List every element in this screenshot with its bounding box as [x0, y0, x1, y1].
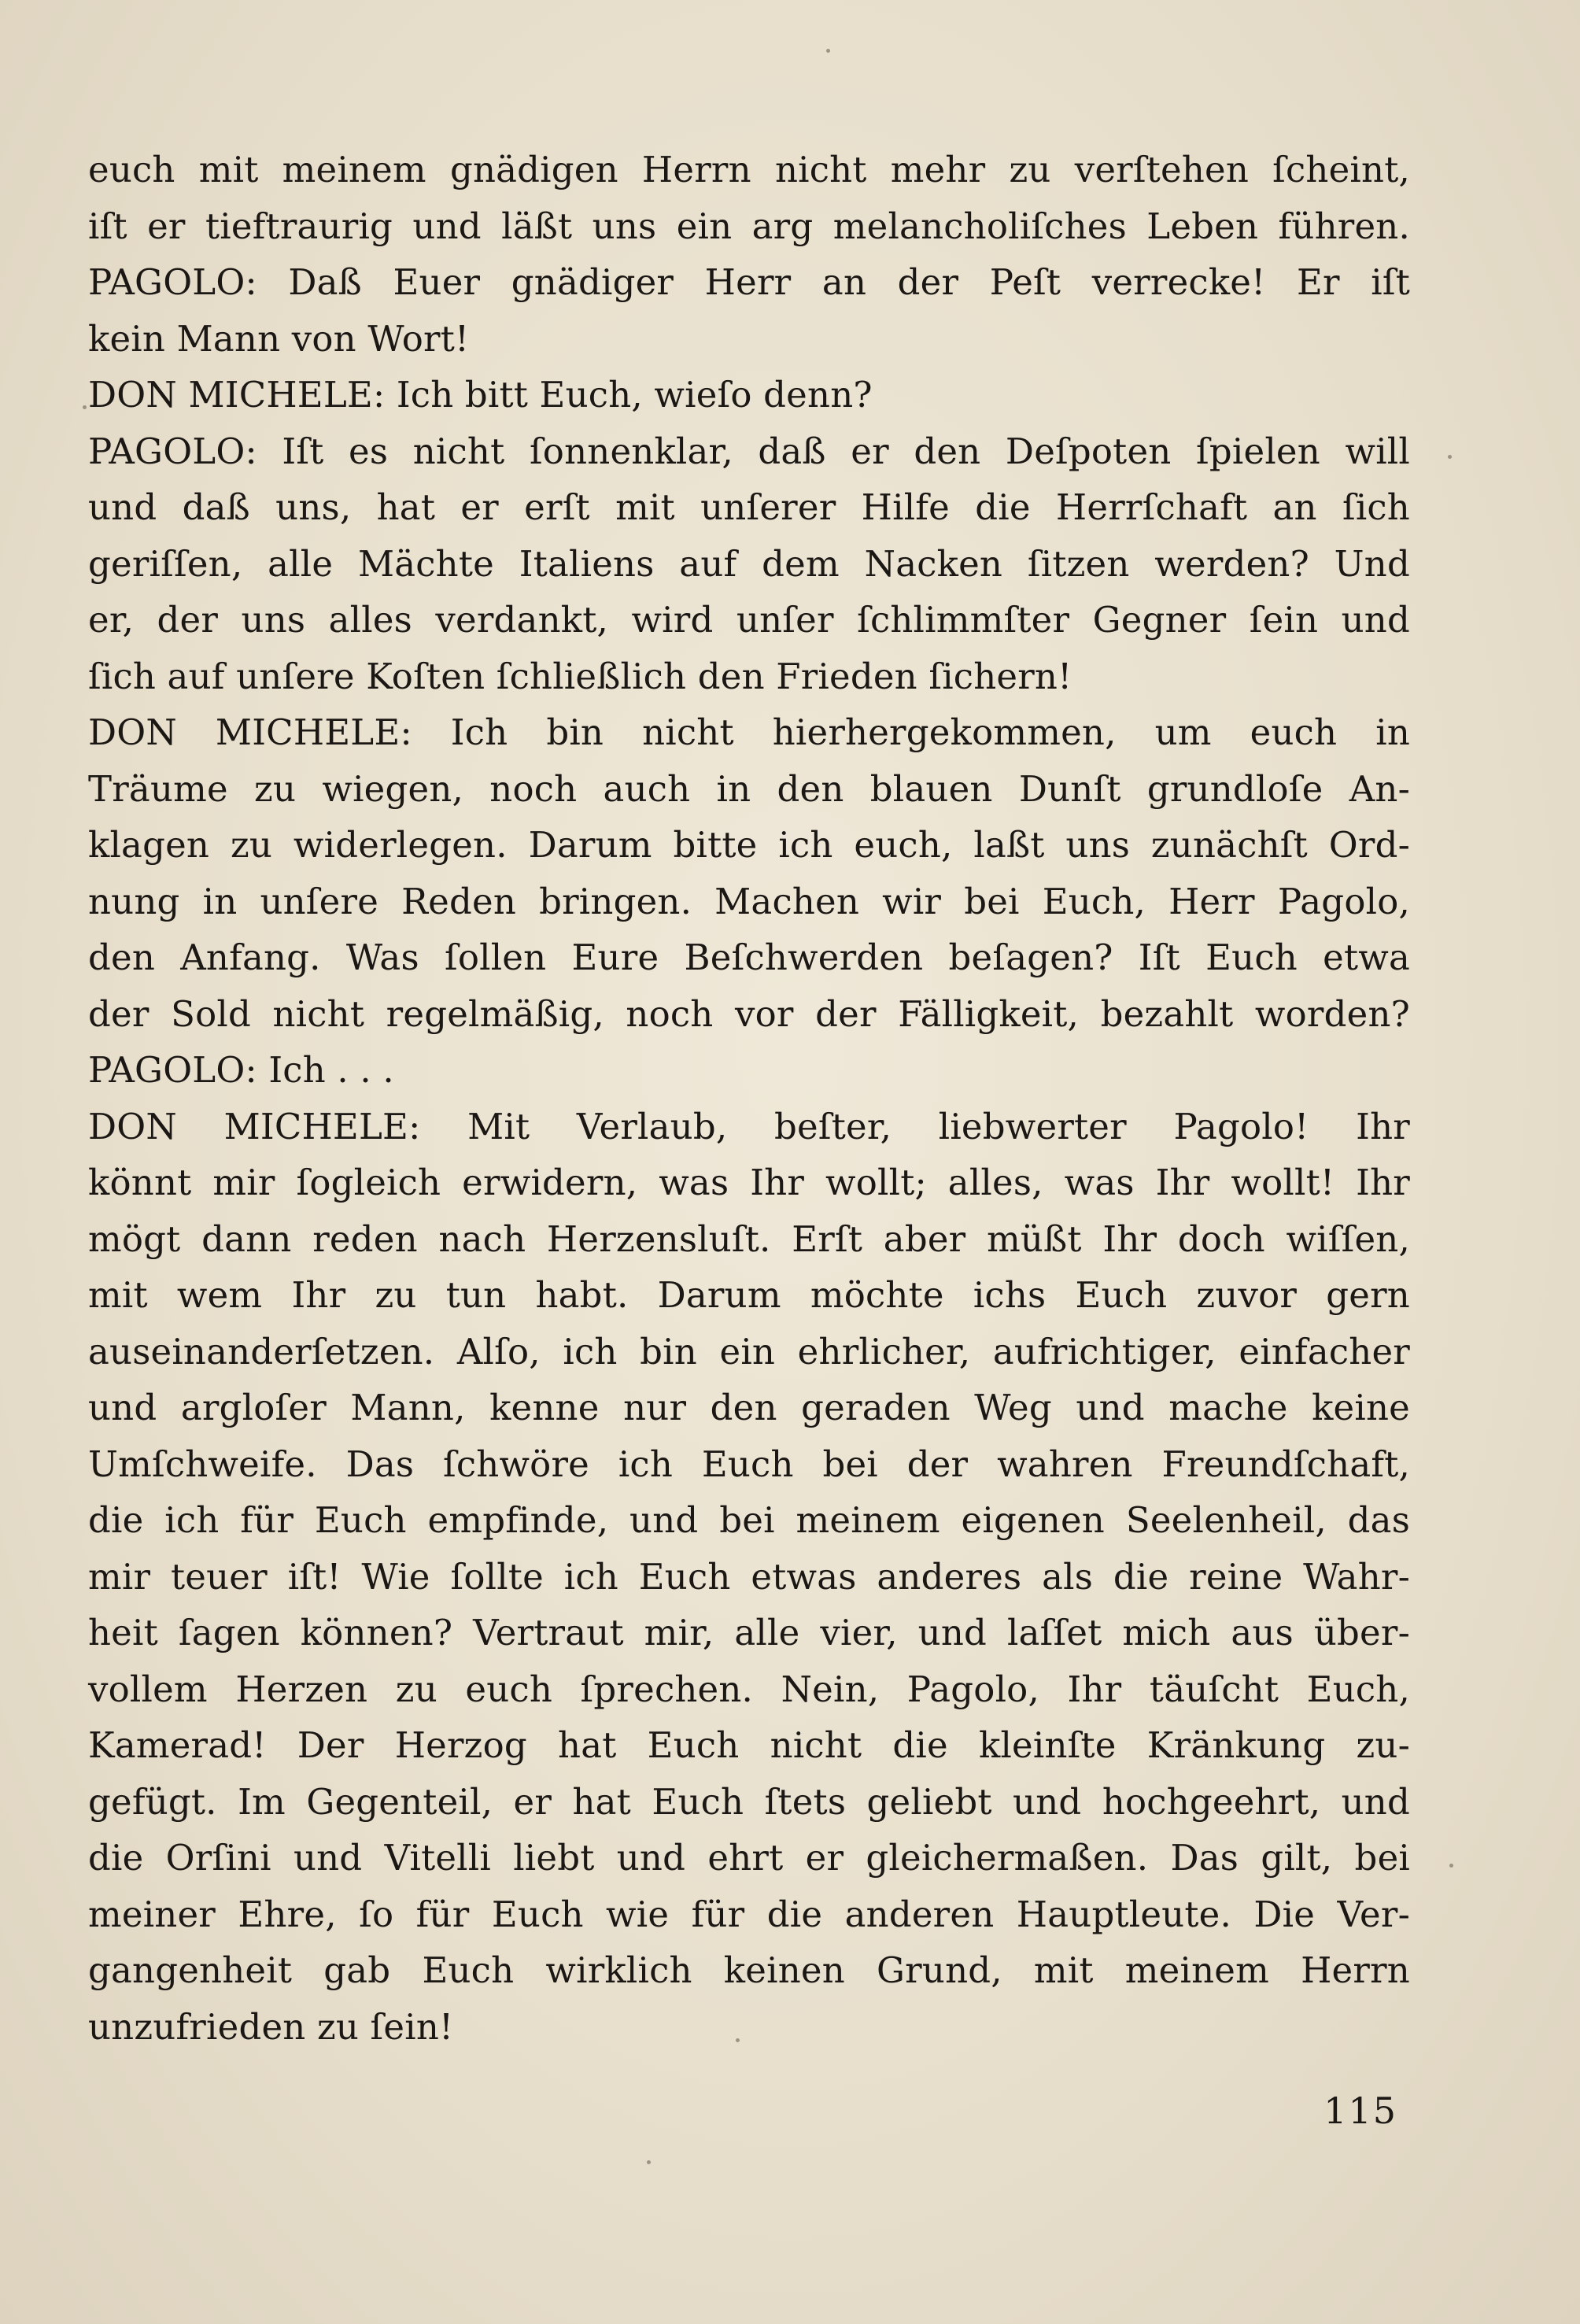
text-line: kein Mann von Wort!	[88, 317, 470, 360]
text-line: den Anfang. Was ſollen Eure Beſchwerden beſagen? Iſt Euch etwa	[88, 937, 1410, 978]
text-line: klagen zu widerlegen. Darum bitte ich euch, laßt uns zunächſt Ord-	[88, 824, 1410, 866]
text-line: die Orſini und Vitelli liebt und ehrt er gleichermaßen. Das gilt, bei	[88, 1837, 1410, 1879]
text-line: PAGOLO: Ich . . .	[88, 1049, 394, 1091]
text-line: Umſchweife. Das ſchwöre ich Euch bei der wahren Freundſchaft,	[88, 1443, 1410, 1485]
text-line: mit wem Ihr zu tun habt. Darum möchte ichs Euch zuvor gern	[88, 1274, 1410, 1316]
paper-speck	[826, 49, 830, 53]
page-number: 115	[1323, 2089, 1397, 2132]
text-line: und argloſer Mann, kenne nur den geraden Weg und mache keine	[88, 1387, 1410, 1428]
text-line: Träume zu wiegen, noch auch in den blauen Dunſt grundloſe An-	[88, 767, 1410, 810]
text-line: euch mit meinem gnädigen Herrn nicht mehr zu verſtehen ſcheint,	[88, 149, 1410, 190]
paper-speck	[647, 2160, 651, 2164]
text-line: meiner Ehre, ſo für Euch wie für die anderen Hauptleute. Die Ver-	[88, 1893, 1410, 1935]
text-line: mögt dann reden nach Herzensluſt. Erſt aber müßt Ihr doch wiſſen,	[88, 1217, 1410, 1260]
text-line: auseinanderſetzen. Alſo, ich bin ein ehrlicher, aufrichtiger, einfacher	[88, 1330, 1410, 1373]
text-line: mir teuer iſt! Wie ſollte ich Euch etwas anderes als die reine Wahr-	[88, 1555, 1410, 1598]
body-text	[88, 142, 1410, 2055]
text-line: er, der uns alles verdankt, wird unſer ſchlimmſter Gegner ſein und	[88, 599, 1410, 641]
text-line: geriſſen, alle Mächte Italiens auf dem Nacken ſitzen werden? Und	[88, 542, 1410, 585]
text-line: gefügt. Im Gegenteil, er hat Euch ſtets geliebt und hochgeehrt, und	[88, 1780, 1410, 1823]
text-line: PAGOLO: Daß Euer gnädiger Herr an der Peſt verrecke! Er iſt	[88, 261, 1410, 303]
text-line: könnt mir ſogleich erwidern, was Ihr wollt; alles, was Ihr wollt! Ihr	[88, 1162, 1410, 1203]
text-line: unzufrieden zu ſein!	[88, 2005, 454, 2048]
text-line: vollem Herzen zu euch ſprechen. Nein, Pagolo, Ihr täuſcht Euch,	[88, 1668, 1410, 1710]
text-line: heit ſagen können? Vertraut mir, alle vier, und laſſet mich aus über-	[88, 1612, 1410, 1653]
text-line: die ich für Euch empfinde, und bei meinem eigenen Seelenheil, das	[88, 1499, 1410, 1541]
paper-speck	[83, 405, 87, 409]
text-line: gangenheit gab Euch wirklich keinen Grund, mit meinem Herrn	[88, 1949, 1410, 1991]
text-line: und daß uns, hat er erſt mit unſerer Hilfe die Herrſchaft an ſich	[88, 486, 1410, 528]
paper-speck	[1449, 1864, 1453, 1868]
paper-speck	[1448, 455, 1452, 459]
text-line: DON MICHELE: Mit Verlaub, beſter, liebwerter Pagolo! Ihr	[88, 1105, 1410, 1147]
text-line: ſich auf unſere Koſten ſchließlich den Frieden ſichern!	[88, 655, 1072, 697]
text-line: der Sold nicht regelmäßig, noch vor der Fälligkeit, bezahlt worden?	[88, 992, 1410, 1035]
text-line: nung in unſere Reden bringen. Machen wir bei Euch, Herr Pagolo,	[88, 880, 1410, 922]
text-line: DON MICHELE: Ich bitt Euch, wieſo denn?	[88, 374, 873, 416]
paper-speck	[736, 2038, 740, 2042]
text-line: DON MICHELE: Ich bin nicht hierhergekommen, um euch in	[88, 711, 1410, 753]
text-line: Kamerad! Der Herzog hat Euch nicht die kleinſte Kränkung zu-	[88, 1724, 1410, 1766]
text-line: iſt er tieftraurig und läßt uns ein arg melancholiſches Leben führen.	[88, 205, 1410, 247]
text-line: PAGOLO: Iſt es nicht ſonnenklar, daß er den Deſpoten ſpielen will	[88, 430, 1410, 472]
